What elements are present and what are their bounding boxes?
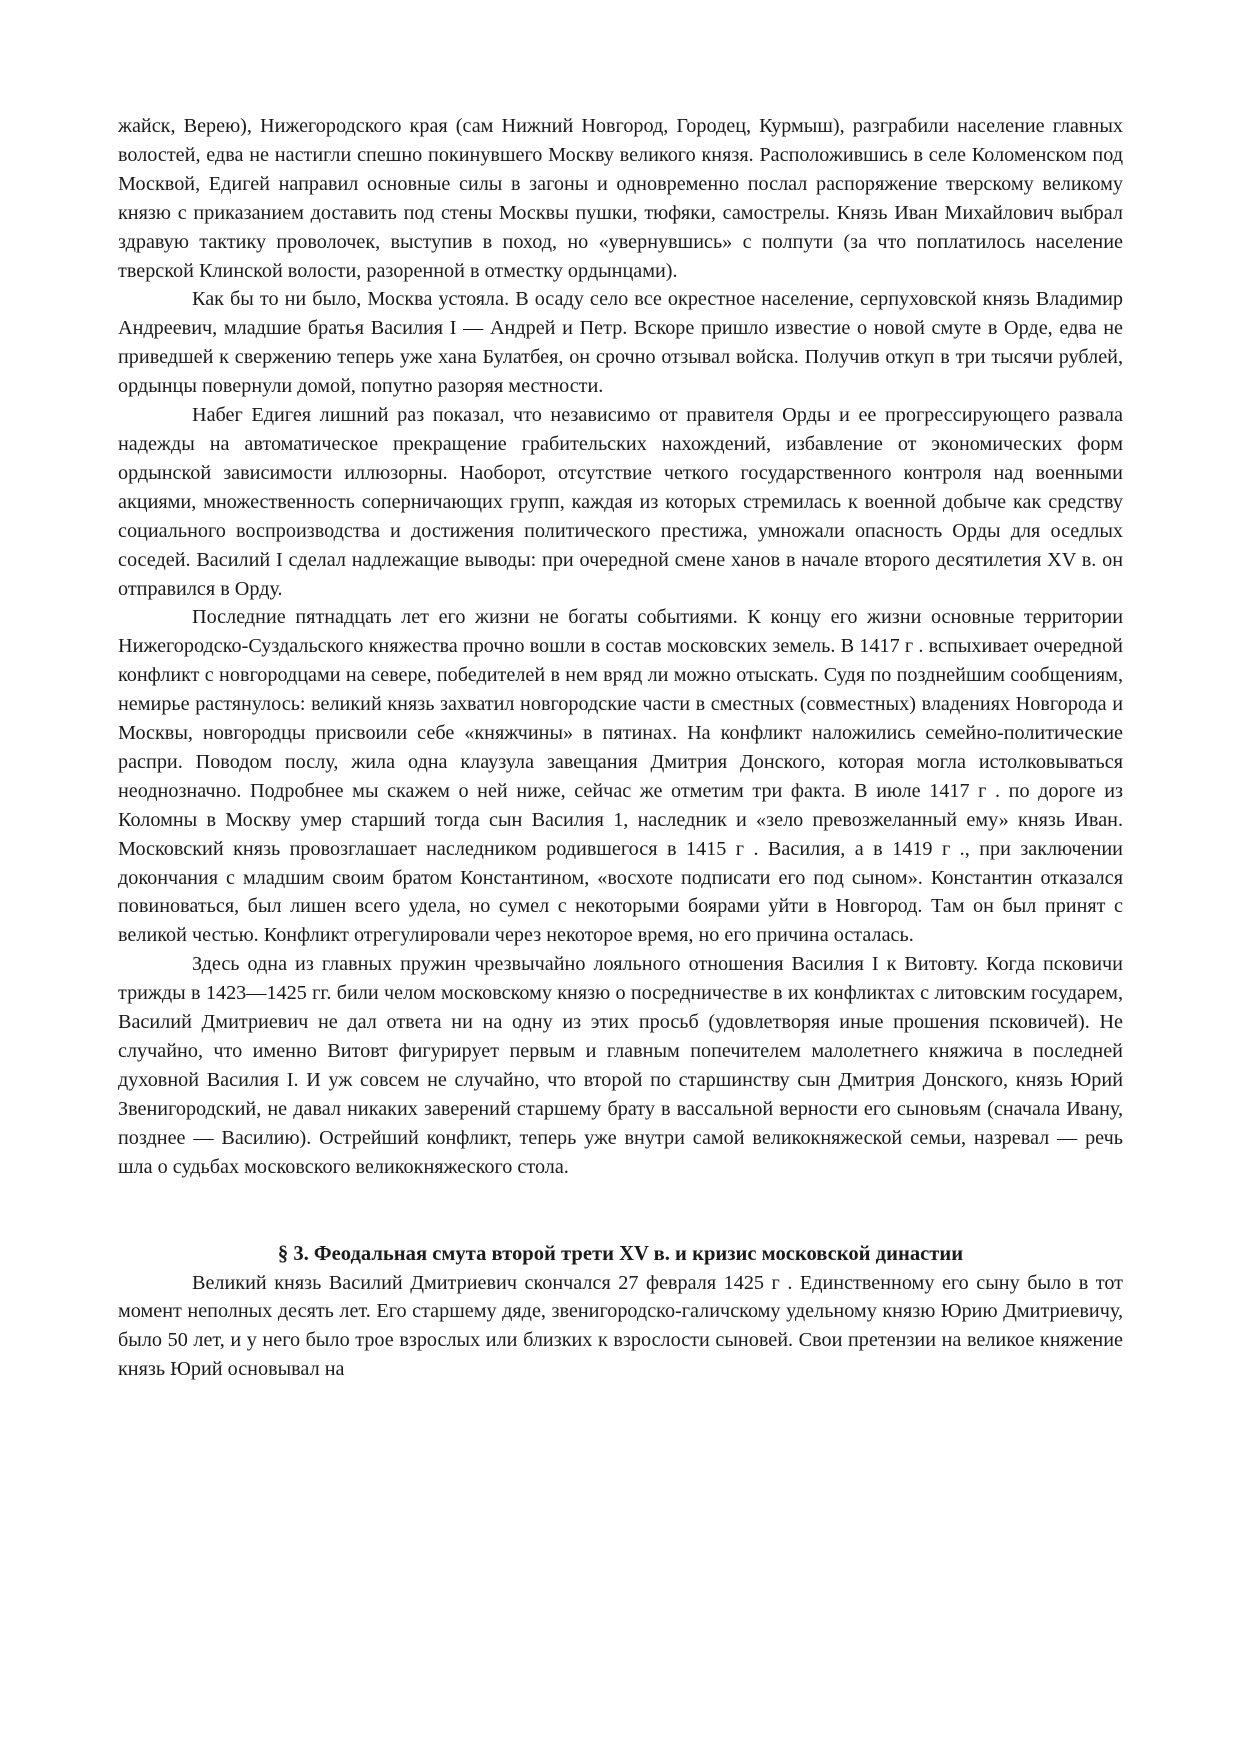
paragraph-1: жайск, Верею), Нижегородского края (сам Нижний Новгород, Городец, Курмыш), разграбили население главных волостей, едва не настигли спешно покинувшего Москву великого князя. Расположившись в селе Коломенском под Москвой, Едигей направил основные силы в загоны и одновременно послал распоряжение тверскому великому князю с приказанием доставить под стены Москвы пушки, тюфяки, самострелы. Князь Иван Михайлович выбрал здравую тактику проволочек, выступив в поход, но «увернувшись» с полпути (за что поплатилось население тверской Клинской волости, разоренной в отместку ордынцами). [118, 115, 1123, 282]
paragraph-2: Как бы то ни было, Москва устояла. В осаду село все окрестное население, серпуховской князь Владимир Андреевич, младшие братья Василия I — Андрей и Петр. Вскоре пришло известие о новой смуте в Орде, едва не приведшей к свержению теперь уже хана Булатбея, он срочно отзывал войска. Получив откуп в три тысячи рублей, ордынцы повернули домой, попутно разоряя местности. [118, 288, 1123, 398]
section-heading: § 3. Феодальная смута второй трети XV в. и кризис московской династии [277, 1242, 964, 1265]
section-paragraph-1: Великий князь Василий Дмитриевич скончался 27 февраля 1425 г . Единственному его сыну было в тот момент неполных десять лет. Его старшему дяде, звенигородско-галичскому удельному князю Юрию Дмитриевичу, было 50 лет, и у него было трое взрослых или близких к взрослости сыновей. Свои претензии на великое княжение князь Юрий основывал на [118, 1271, 1123, 1381]
paragraph-3: Набег Едигея лишний раз показал, что независимо от правителя Орды и ее прогрессирующего развала надежды на автоматическое прекращение грабительских нахождений, избавление от экономических форм ордынской зависимости иллюзорны. Наоборот, отсутствие четкого государственного контроля над военными акциями, множественность соперничающих групп, каждая из которых стремилась к военной добыче как средству социального воспроизводства и достижения политического престижа, умножали опасность Орды для оседлых соседей. Василий I сделал надлежащие выводы: при очередной смене ханов в начале второго десятилетия XV в. он отправился в Орду. [118, 404, 1123, 600]
paragraph-5: Здесь одна из главных пружин чрезвычайно лояльного отношения Василия I к Витовту. Когда псковичи трижды в 1423—1425 гг. били челом московскому князю о посредничестве в их конфликтах с литовским государем, Василий Дмитриевич не дал ответа ни на одну из этих просьб (удовлетворяя иные прошения псковичей). Не случайно, что именно Витовт фигурирует первым и главным попечителем малолетнего княжича в последней духовной Василия I. И уж совсем не случайно, что второй по старшинству сын Дмитрия Донского, князь Юрий Звенигородский, не давал никаких заверений старшему брату в вассальной верности его сыновьям (сначала Ивану, позднее — Василию). Острейший конфликт, теперь уже внутри самой великокняжеской семьи, назревал — речь шла о судьбах московского великокняжеского стола. [118, 953, 1123, 1178]
paragraph-4: Последние пятнадцать лет его жизни не богаты событиями. К концу его жизни основные территории Нижегородско-Суздальского княжества прочно вошли в состав московских земель. В 1417 г . вспыхивает очередной конфликт с новгородцами на севере, победителей в нем вряд ли можно отыскать. Судя по позднейшим сообщениям, немирье растянулось: великий князь захватил новгородские части в сместных (совместных) владениях Новгорода и Москвы, новгородцы присвоили себе «княжчины» в пятинах. На конфликт наложились семейно-политические распри. Поводом послу, жила одна клаузула завещания Дмитрия Донского, которая могла истолковываться неоднозначно. Подробнее мы скажем о ней ниже, сейчас же отметим три факта. В июле 1417 г . по дороге из Коломны в Москву умер старший тогда сын Василия 1, наследник и «зело превозжеланный ему» князь Иван. Московский князь провозглашает наследником родившегося в 1415 г . Василия, а в 1419 г ., при заключении докончания с младшим своим братом Константином, «восхоте подписати его под сыном». Константин отказался повиноваться, был лишен всего удела, но сумел с некоторыми боярами уйти в Новгород. Там он был принят с великой честью. Конфликт отрегулировали через некоторое время, но его причина осталась. [118, 606, 1123, 947]
document-page [118, 112, 1123, 1384]
